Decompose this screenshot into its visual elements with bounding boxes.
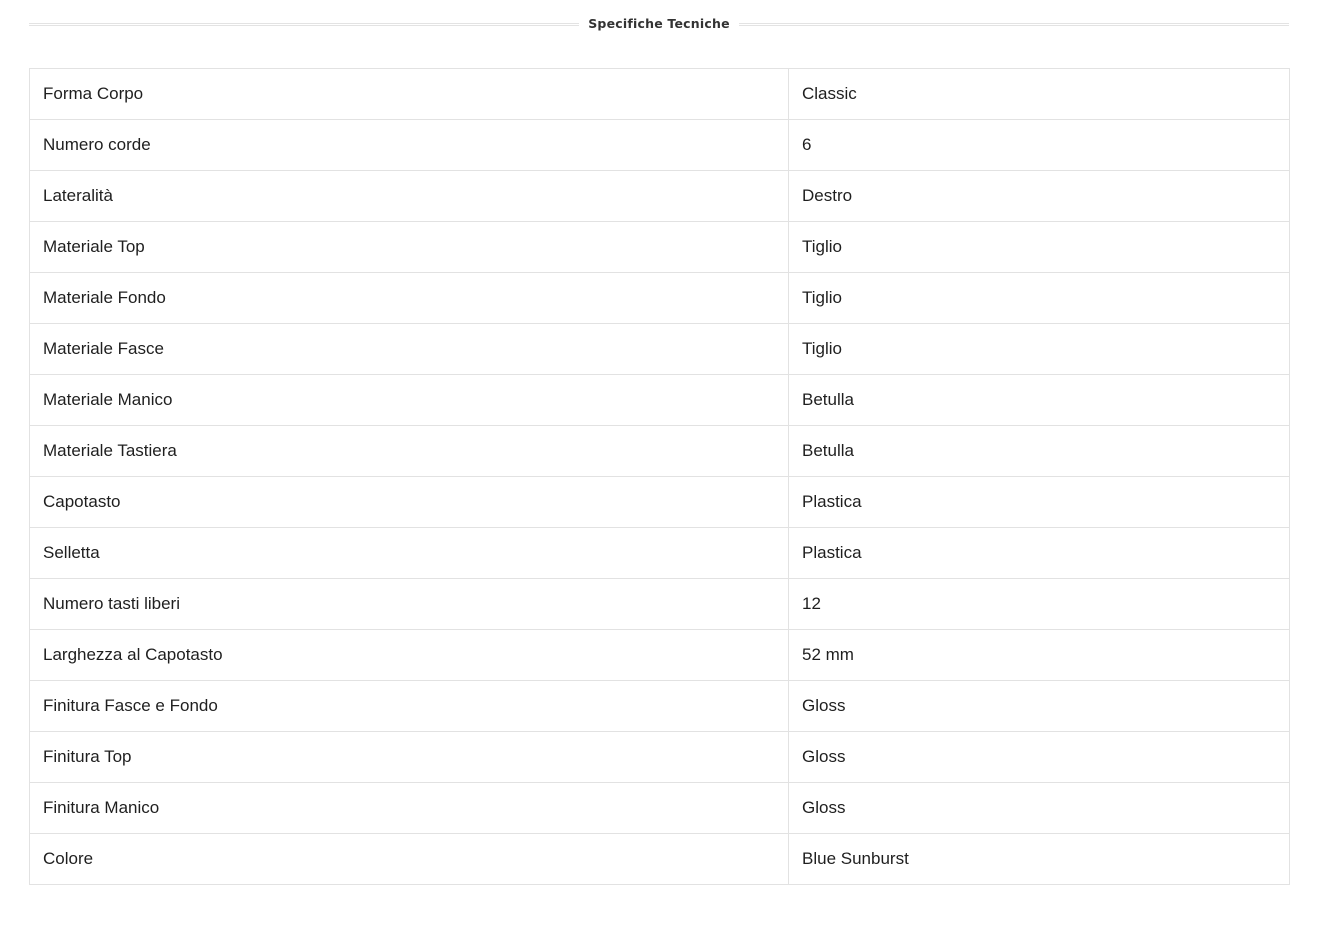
spec-value: 52 mm (789, 630, 1290, 681)
spec-label: Finitura Manico (30, 783, 789, 834)
spec-value: 12 (789, 579, 1290, 630)
spec-row (30, 630, 1290, 681)
spec-label: Numero tasti liberi (30, 579, 789, 630)
spec-value: Tiglio (789, 222, 1290, 273)
spec-value: Tiglio (789, 273, 1290, 324)
spec-value: Gloss (789, 681, 1290, 732)
spec-row (30, 528, 1290, 579)
spec-label: Lateralità (30, 171, 789, 222)
spec-label: Finitura Fasce e Fondo (30, 681, 789, 732)
spec-value: Betulla (789, 375, 1290, 426)
spec-value: Betulla (789, 426, 1290, 477)
spec-value: Blue Sunburst (789, 834, 1290, 885)
spec-value: Plastica (789, 528, 1290, 579)
section-divider-right (739, 23, 1289, 26)
spec-row (30, 732, 1290, 783)
spec-value: 6 (789, 120, 1290, 171)
spec-value: Tiglio (789, 324, 1290, 375)
spec-row (30, 120, 1290, 171)
spec-row (30, 273, 1290, 324)
spec-label: Selletta (30, 528, 789, 579)
spec-row (30, 834, 1290, 885)
specs-table (29, 68, 1290, 885)
spec-label: Materiale Top (30, 222, 789, 273)
spec-label: Larghezza al Capotasto (30, 630, 789, 681)
spec-row (30, 171, 1290, 222)
spec-value: Plastica (789, 477, 1290, 528)
spec-label: Forma Corpo (30, 69, 789, 120)
spec-label: Numero corde (30, 120, 789, 171)
spec-label: Materiale Manico (30, 375, 789, 426)
section-header (29, 12, 1289, 38)
spec-value: Classic (789, 69, 1290, 120)
spec-label: Materiale Fasce (30, 324, 789, 375)
specs-table-body (30, 69, 1290, 885)
spec-row (30, 222, 1290, 273)
spec-row (30, 579, 1290, 630)
spec-row (30, 324, 1290, 375)
spec-value: Gloss (789, 732, 1290, 783)
spec-row (30, 783, 1290, 834)
spec-row (30, 375, 1290, 426)
spec-label: Finitura Top (30, 732, 789, 783)
spec-label: Capotasto (30, 477, 789, 528)
spec-row (30, 426, 1290, 477)
spec-value: Gloss (789, 783, 1290, 834)
spec-row (30, 69, 1290, 120)
section-title: Specifiche Tecniche (588, 16, 730, 31)
spec-label: Materiale Fondo (30, 273, 789, 324)
spec-row (30, 681, 1290, 732)
spec-value: Destro (789, 171, 1290, 222)
spec-label: Colore (30, 834, 789, 885)
spec-label: Materiale Tastiera (30, 426, 789, 477)
spec-row (30, 477, 1290, 528)
